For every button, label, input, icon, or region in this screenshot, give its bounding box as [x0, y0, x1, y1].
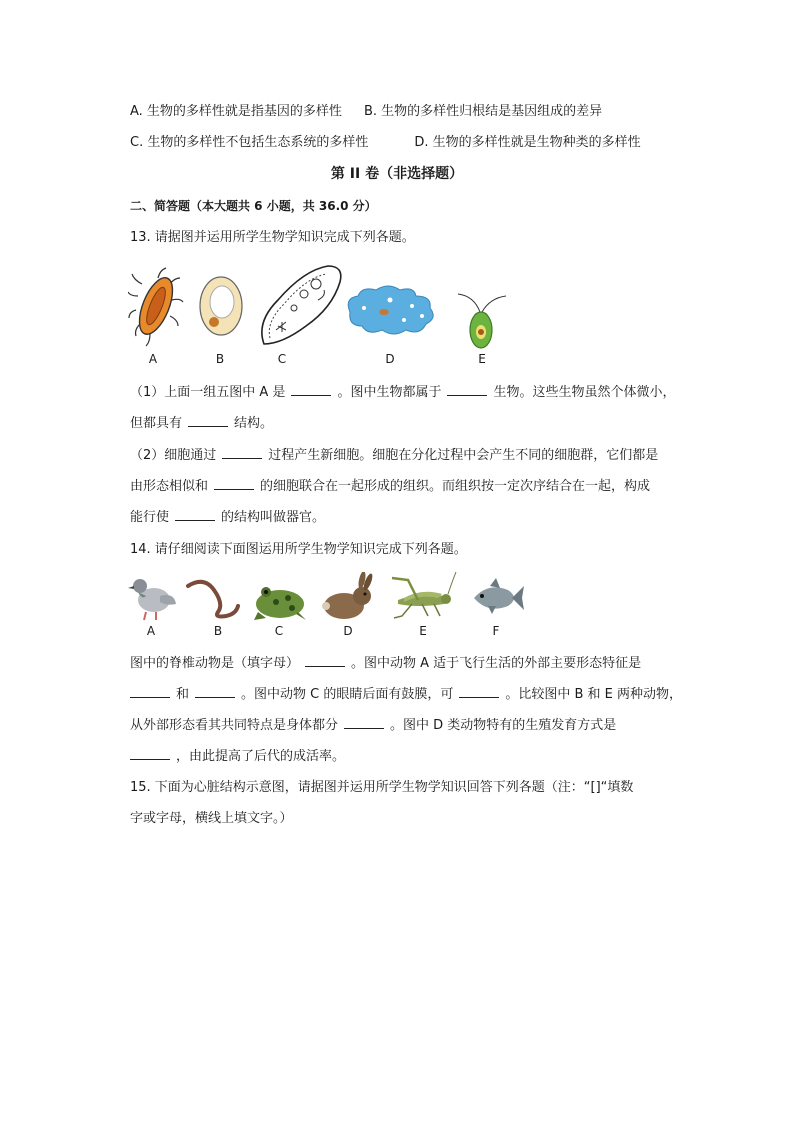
grasshopper-figure — [388, 570, 458, 622]
blank — [459, 685, 499, 698]
q14-label-a: A — [146, 624, 156, 638]
earthworm-figure — [184, 576, 242, 620]
blank — [344, 716, 384, 729]
q14-line3: 从外部形态看其共同特点是身体都分 。图中 D 类动物特有的生殖发育方式是 — [130, 718, 617, 733]
blank — [214, 477, 254, 490]
q14-label-b: B — [213, 624, 223, 638]
q13-label-d: D — [385, 352, 395, 366]
q13-part1-line1: （1）上面一组五图中 A 是 。图中生物都属于 生物。这些生物虽然个体微小， — [130, 385, 676, 400]
q14-label-d: D — [343, 624, 353, 638]
q14-label-e: E — [419, 624, 427, 638]
blank — [195, 685, 235, 698]
q13-label-e: E — [478, 352, 486, 366]
q13-label-b: B — [215, 352, 225, 366]
q13-part2-line1: （2）细胞通过 过程产生新细胞。细胞在分化过程中会产生不同的细胞群，它们都是 — [130, 448, 659, 463]
blank — [175, 508, 215, 521]
q13-label-a: A — [148, 352, 158, 366]
pigeon-figure — [126, 570, 178, 622]
q13-part2-line3: 能行使 的结构叫做器官。 — [130, 510, 326, 525]
q15-line1: 15. 下面为心脏结构示意图，请据图并运用所学生物学知识回答下列各题（注：“[]“填数 — [130, 780, 634, 795]
q14-label-c: C — [274, 624, 284, 638]
amoeba-figure — [344, 282, 438, 338]
choice-c: C. 生物的多样性不包括生态系统的多样性 — [130, 135, 369, 150]
q14-label-f: F — [492, 624, 500, 638]
q14-line1: 图中的脊椎动物是（填字母） 。图中动物 A 适于飞行生活的外部主要形态特征是 — [130, 656, 642, 671]
section-title: 第 II 卷（非选择题） — [330, 166, 464, 182]
blank — [291, 383, 331, 396]
rabbit-figure — [320, 572, 376, 622]
blank — [130, 747, 170, 760]
choice-b: B. 生物的多样性归根结是基因组成的差异 — [363, 104, 603, 119]
q14-line2: 和 。图中动物 C 的眼睛后面有鼓膜，可 。比较图中 B 和 E 两种动物， — [130, 685, 682, 705]
blank — [305, 654, 345, 667]
choice-line-cd — [130, 133, 641, 153]
blank — [222, 446, 262, 459]
q14-line4: ，由此提高了后代的成活率。 — [130, 747, 345, 767]
choice-a: A. 生物的多样性就是指基因的多样性 — [130, 104, 342, 119]
choice-d: D. 生物的多样性就是生物种类的多样性 — [414, 135, 641, 150]
fish-figure — [468, 576, 526, 618]
blank — [447, 383, 487, 396]
q13-label-c: C — [277, 352, 287, 366]
paramecium-figure — [256, 260, 346, 352]
section-heading: 二、简答题（本大题共 6 小题，共 36.0 分） — [130, 199, 377, 213]
blank — [188, 414, 228, 427]
q13-stem: 13. 请据图并运用所学生物学知识完成下列各题。 — [130, 230, 415, 245]
euglena-figure — [454, 292, 508, 350]
choice-line-ab — [130, 102, 602, 122]
q13-part2-line2: 由形态相似和 的细胞联合在一起形成的组织。而组织按一定次序结合在一起，构成 — [130, 479, 651, 494]
q13-part1-line2: 但都具有 结构。 — [130, 416, 274, 431]
bacterium-figure — [128, 266, 184, 348]
q14-stem: 14. 请仔细阅读下面图运用所学生物学知识完成下列各题。 — [130, 542, 467, 557]
q15-line2: 字或字母，横线上填文字。） — [130, 811, 293, 826]
blank — [130, 685, 170, 698]
frog-figure — [252, 576, 310, 622]
yeast-cell-figure — [198, 274, 244, 338]
